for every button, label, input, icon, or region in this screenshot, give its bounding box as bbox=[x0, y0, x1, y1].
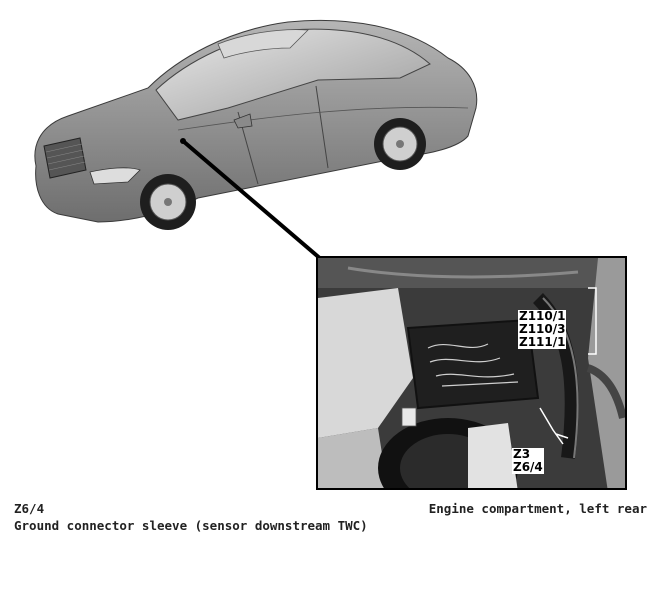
vehicle-overview-illustration bbox=[28, 8, 480, 238]
component-description: Ground connector sleeve (sensor downstream TWC) bbox=[14, 518, 368, 533]
location-caption: Engine compartment, left rear bbox=[428, 501, 647, 516]
callout-label: Z6/4 bbox=[513, 460, 543, 474]
callout-upper-group bbox=[518, 310, 566, 349]
callout-label: Z3 bbox=[513, 447, 531, 461]
engine-compartment-illustration bbox=[318, 258, 627, 490]
callout-label: Z110/1 bbox=[519, 309, 566, 323]
engine-compartment-photo bbox=[316, 256, 627, 490]
callout-label: Z111/1 bbox=[519, 335, 566, 349]
callout-lower-group bbox=[512, 448, 544, 474]
location-marker bbox=[180, 138, 186, 144]
component-code: Z6/4 bbox=[14, 501, 45, 516]
callout-label: Z110/3 bbox=[519, 322, 566, 336]
